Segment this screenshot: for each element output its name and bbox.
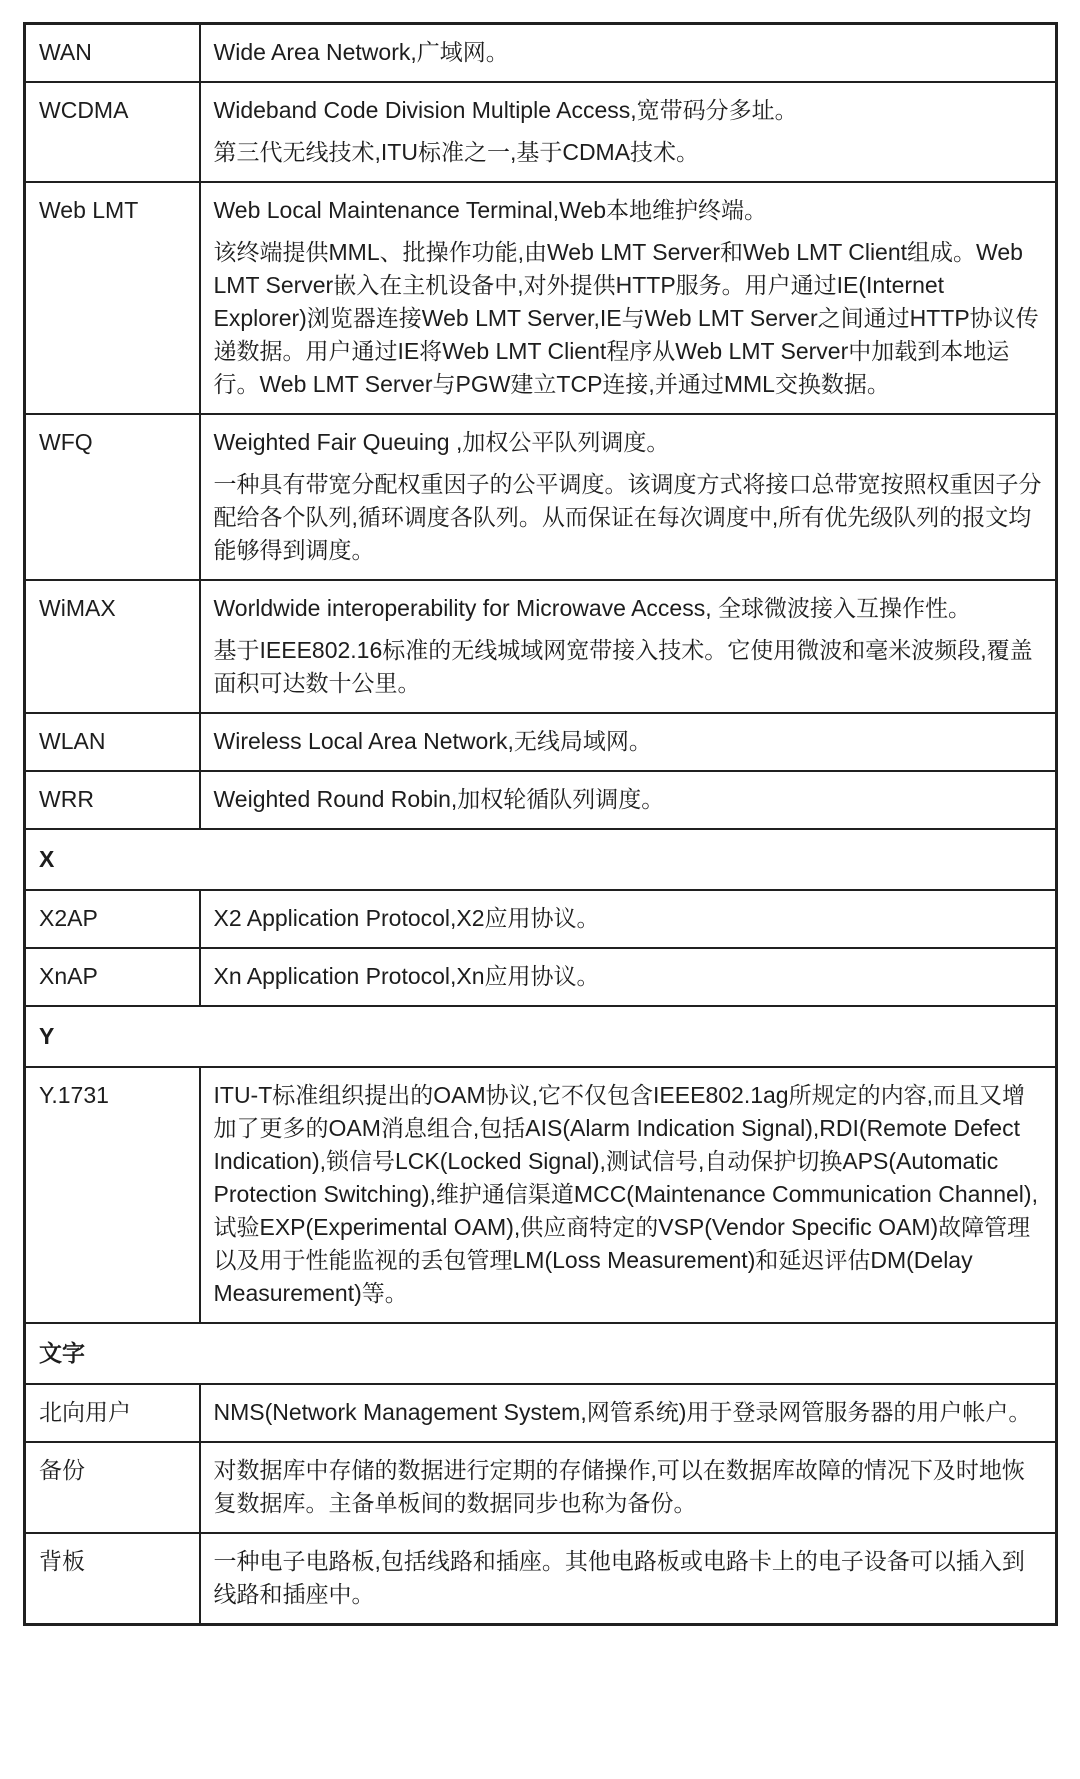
table-row <box>25 1067 1057 1323</box>
term-cell: WCDMA <box>25 82 200 182</box>
section-row <box>25 1323 1057 1384</box>
term-cell: Web LMT <box>25 182 200 414</box>
glossary-table-body <box>25 24 1057 1625</box>
definition-cell <box>200 1384 1057 1442</box>
table-row <box>25 771 1057 829</box>
definition-paragraph: Wideband Code Division Multiple Access,宽带码分多址。 <box>213 97 798 123</box>
definition-cell <box>200 82 1057 182</box>
definition-paragraph: Weighted Fair Queuing ,加权公平队列调度。 <box>213 429 670 455</box>
definition-paragraph: 对数据库中存储的数据进行定期的存储操作,可以在数据库故障的情况下及时地恢复数据库。主备单板间的数据同步也称为备份。 <box>213 1457 1025 1516</box>
definition-paragraph: Worldwide interoperability for Microwave Access, 全球微波接入互操作性。 <box>213 595 971 621</box>
table-row <box>25 713 1057 771</box>
section-label: Y <box>25 1006 1057 1067</box>
table-row <box>25 414 1057 580</box>
table-row <box>25 890 1057 948</box>
definition-paragraph: ITU-T标准组织提出的OAM协议,它不仅包含IEEE802.1ag所规定的内容,而且又增加了更多的OAM消息组合,包括AIS(Alarm Indication Signal),RDI(Remote Defect Indication),锁信号LCK(Locked Signal),测试信号,自动保护切换APS(Automatic Protection Switching),维护通信渠道MCC(Maintenance Communication Channel),试验EXP(Experimental OAM),供应商特定的VSP(Vendor Specific OAM)故障管理以及用于性能监视的丢包管理LM(Loss Measurement)和延迟评估DM(Delay Measurement)等。 <box>213 1082 1038 1306</box>
table-row <box>25 182 1057 414</box>
term-cell: WFQ <box>25 414 200 580</box>
glossary-table <box>23 22 1058 1626</box>
definition-paragraph: 一种电子电路板,包括线路和插座。其他电路板或电路卡上的电子设备可以插入到线路和插座中。 <box>213 1548 1025 1607</box>
definition-paragraph: Wide Area Network,广域网。 <box>213 39 509 65</box>
definition-cell <box>200 1442 1057 1533</box>
definition-paragraph: NMS(Network Management System,网管系统)用于登录网管服务器的用户帐户。 <box>213 1399 1032 1425</box>
term-cell: WAN <box>25 24 200 83</box>
definition-paragraph: Web Local Maintenance Terminal,Web本地维护终端。 <box>213 197 767 223</box>
definition-cell <box>200 414 1057 580</box>
section-row <box>25 829 1057 890</box>
section-label: 文字 <box>25 1323 1057 1384</box>
definition-cell <box>200 890 1057 948</box>
definition-paragraph: Wireless Local Area Network,无线局域网。 <box>213 728 652 754</box>
term-cell: XnAP <box>25 948 200 1006</box>
definition-cell <box>200 713 1057 771</box>
term-cell: WiMAX <box>25 580 200 713</box>
term-cell: 备份 <box>25 1442 200 1533</box>
term-cell: WRR <box>25 771 200 829</box>
table-row <box>25 1384 1057 1442</box>
definition-cell <box>200 1067 1057 1323</box>
definition-cell <box>200 580 1057 713</box>
section-label: X <box>25 829 1057 890</box>
section-row <box>25 1006 1057 1067</box>
definition-cell <box>200 948 1057 1006</box>
term-cell: X2AP <box>25 890 200 948</box>
definition-paragraph: X2 Application Protocol,X2应用协议。 <box>213 905 600 931</box>
table-row <box>25 1533 1057 1625</box>
definition-cell <box>200 24 1057 83</box>
definition-paragraph: 该终端提供MML、批操作功能,由Web LMT Server和Web LMT Client组成。Web LMT Server嵌入在主机设备中,对外提供HTTP服务。用户通过IE(Internet Explorer)浏览器连接Web LMT Server,IE与Web LMT Server之间通过HTTP协议传递数据。用户通过IE将Web LMT Client程序从Web LMT Server中加载到本地运行。Web LMT Server与PGW建立TCP连接,并通过MML交换数据。 <box>213 239 1039 397</box>
term-cell: Y.1731 <box>25 1067 200 1323</box>
definition-paragraph: 第三代无线技术,ITU标准之一,基于CDMA技术。 <box>213 139 700 165</box>
definition-cell <box>200 771 1057 829</box>
table-row <box>25 82 1057 182</box>
term-cell: 背板 <box>25 1533 200 1625</box>
table-row <box>25 580 1057 713</box>
definition-paragraph: 基于IEEE802.16标准的无线城域网宽带接入技术。它使用微波和毫米波频段,覆盖面积可达数十公里。 <box>213 637 1033 696</box>
term-cell: WLAN <box>25 713 200 771</box>
table-row <box>25 948 1057 1006</box>
definition-cell <box>200 182 1057 414</box>
definition-paragraph: Weighted Round Robin,加权轮循队列调度。 <box>213 786 665 812</box>
definition-cell <box>200 1533 1057 1625</box>
table-row <box>25 1442 1057 1533</box>
definition-paragraph: 一种具有带宽分配权重因子的公平调度。该调度方式将接口总带宽按照权重因子分配给各个队列,循环调度各队列。从而保证在每次调度中,所有优先级队列的报文均能够得到调度。 <box>213 471 1042 563</box>
table-row <box>25 24 1057 83</box>
definition-paragraph: Xn Application Protocol,Xn应用协议。 <box>213 963 600 989</box>
term-cell: 北向用户 <box>25 1384 200 1442</box>
